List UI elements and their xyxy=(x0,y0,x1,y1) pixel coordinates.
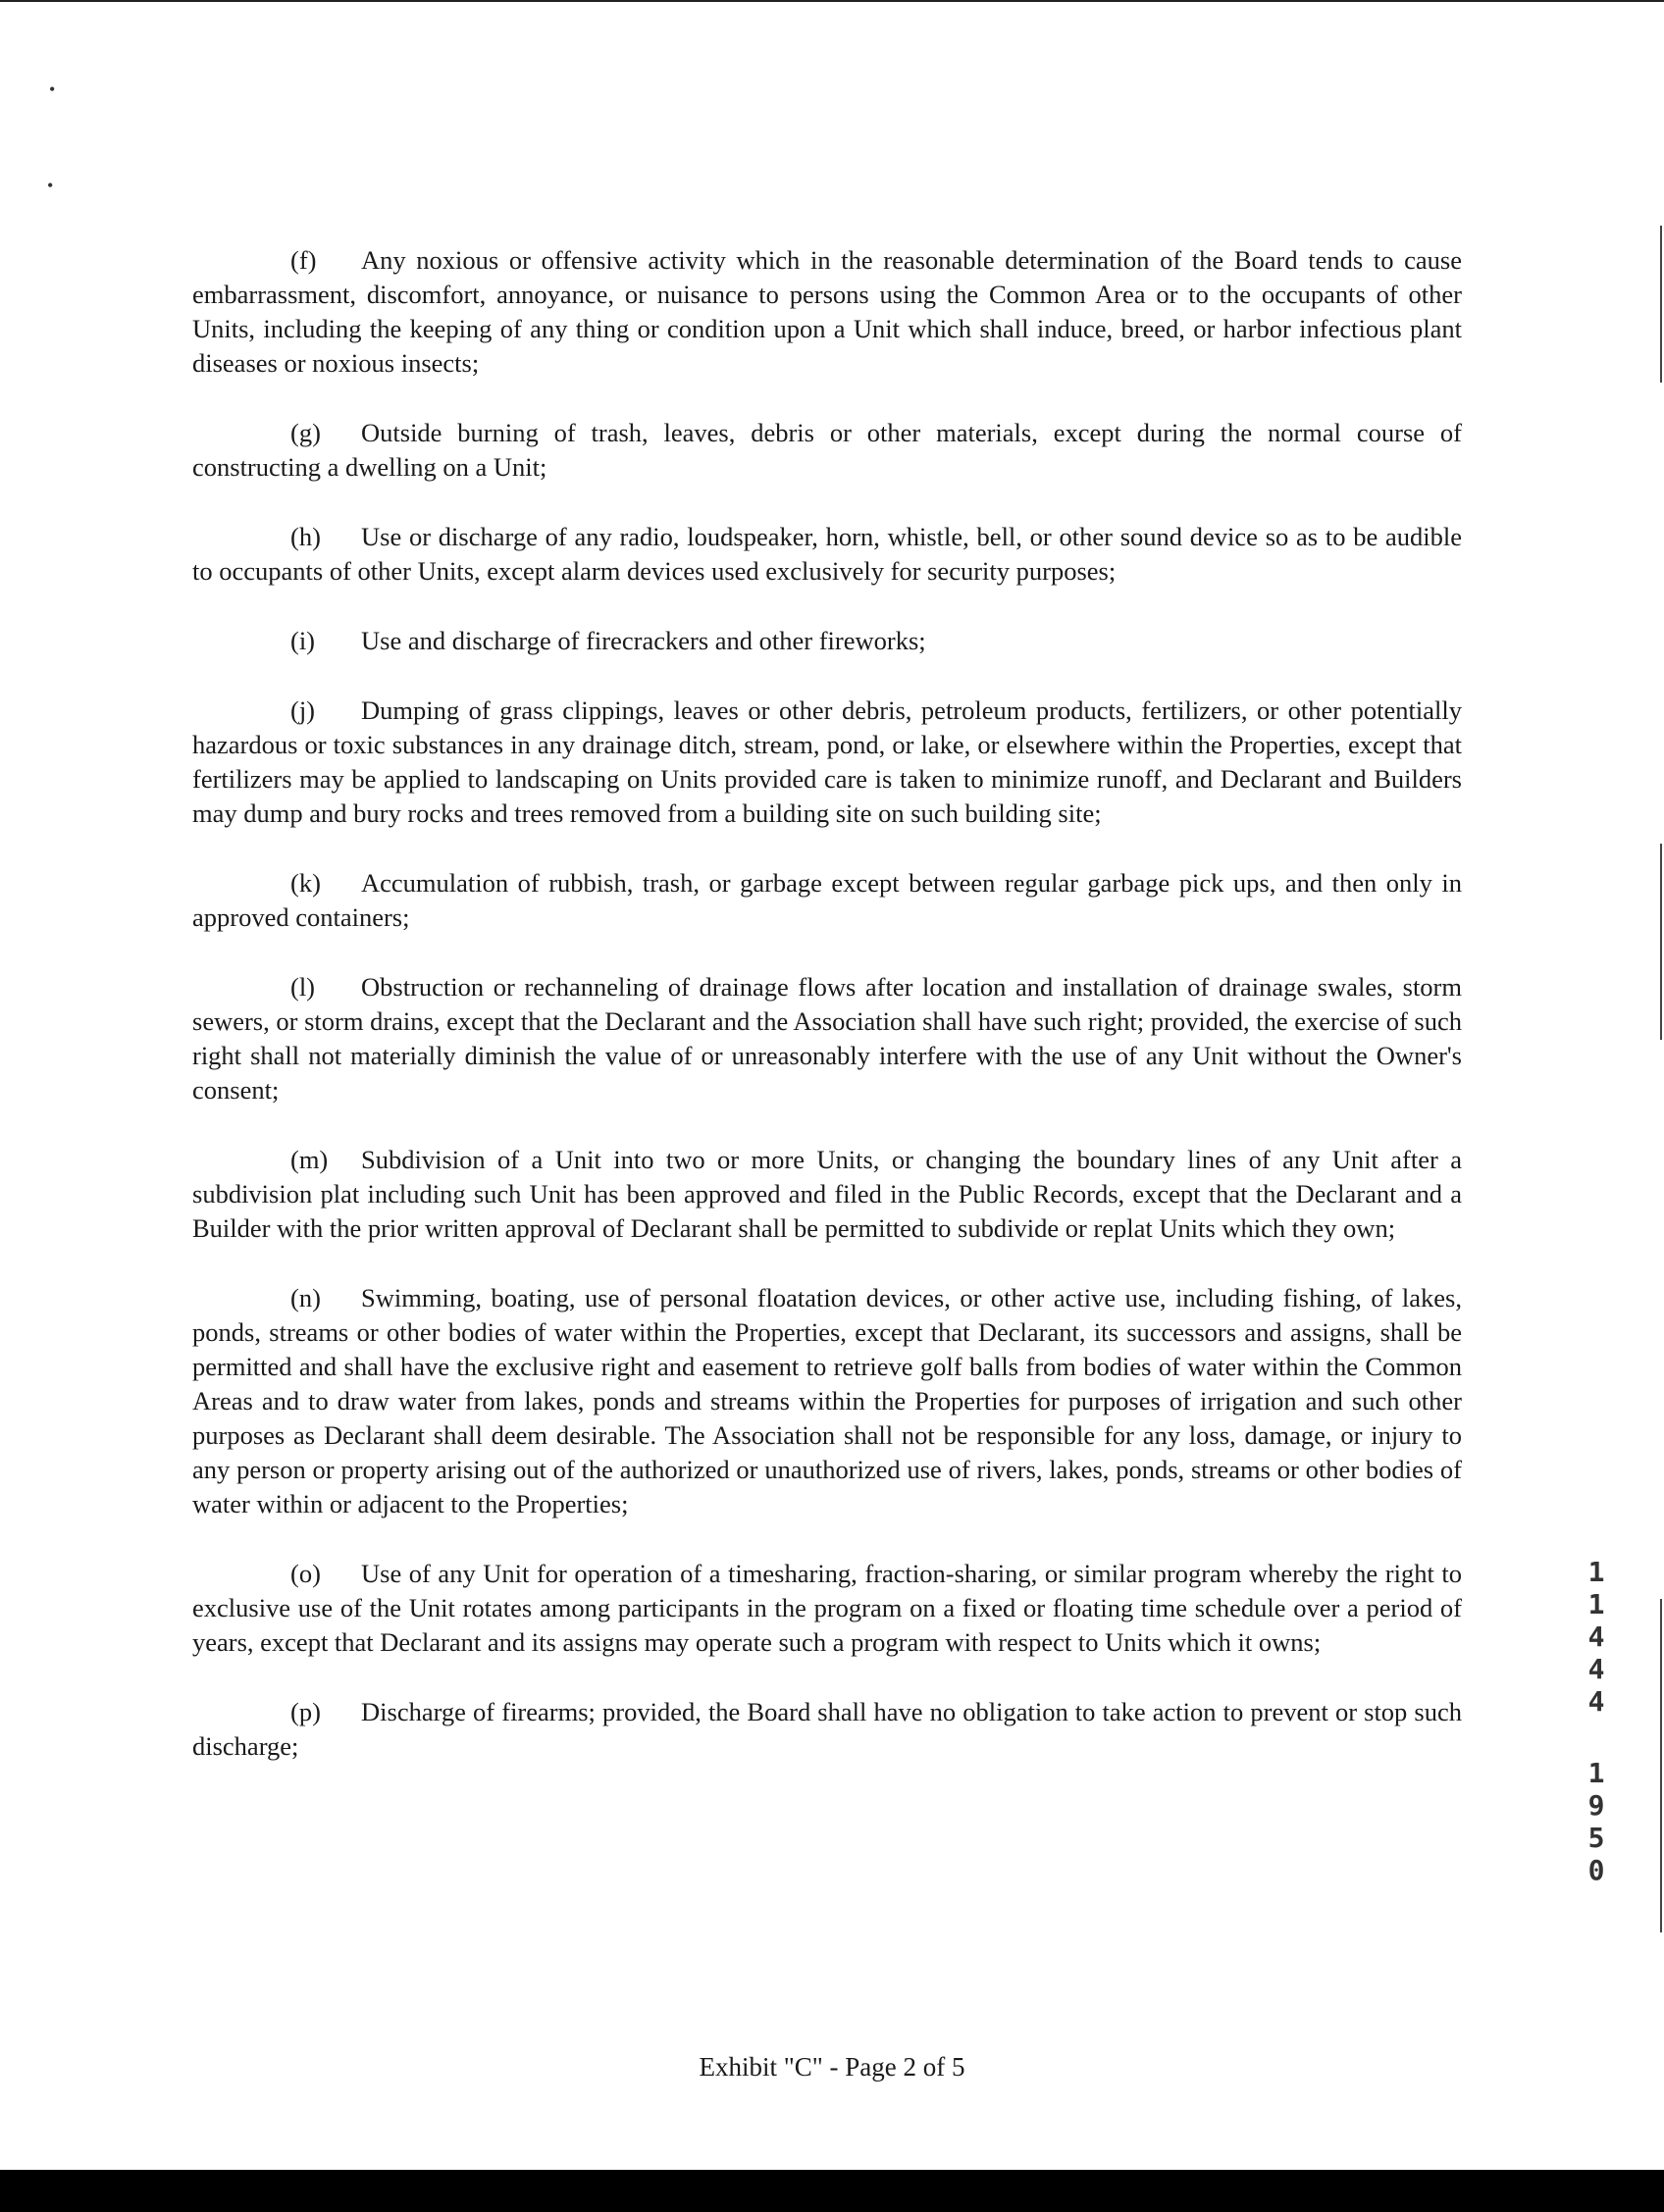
clause-text: Dumping of grass clippings, leaves or other debris, petroleum products, fertilizers, or other potentially hazardous or toxic substances in any drainage ditch, stream, pond, or lake, or elsewhere within the Properties, except that fertilizers may be applied to landscaping on Units provided care is taken to minimize runoff, and Declarant and Builders may dump and bury rocks and trees removed from a building site on such building site; xyxy=(192,695,1462,828)
clause-text: Accumulation of rubbish, trash, or garbage except between regular garbage pick ups, and then only in approved containers; xyxy=(192,868,1462,932)
clause-letter: (f) xyxy=(290,245,317,275)
clause-letter: (g) xyxy=(290,418,321,447)
clause-letter: (n) xyxy=(290,1283,321,1312)
clause-f xyxy=(192,243,1462,381)
recording-stamp xyxy=(1582,1556,1611,1886)
clause-text: Obstruction or rechanneling of drainage flows after location and installation of drainage swales, storm sewers, or storm drains, except that the Declarant and the Association shall have such right; provided, the exercise of such right shall not materially diminish the value of or unreasonably interfere with the use of any Unit without the Owner's consent; xyxy=(192,972,1462,1105)
clause-letter: (k) xyxy=(290,868,321,898)
clause-m xyxy=(192,1143,1462,1246)
clause-text: Use or discharge of any radio, loudspeaker, horn, whistle, bell, or other sound device so as to be audible to occupants of other Units, except alarm devices used exclusively for security purposes; xyxy=(192,522,1462,586)
clause-letter: (p) xyxy=(290,1697,321,1726)
stamp-digit: 1 xyxy=(1587,1588,1605,1620)
document-body xyxy=(192,243,1462,1799)
stamp-digit: 4 xyxy=(1587,1620,1605,1653)
stamp-digit: 1 xyxy=(1587,1556,1605,1588)
stamp-digit: 1 xyxy=(1587,1757,1605,1789)
clause-j xyxy=(192,694,1462,831)
scan-edge-line xyxy=(1660,844,1662,1040)
clause-letter: (j) xyxy=(290,695,316,725)
clause-letter: (o) xyxy=(290,1559,321,1588)
page-footer: Exhibit "C" - Page 2 of 5 xyxy=(699,2052,965,2082)
stamp-digit: 4 xyxy=(1587,1685,1605,1718)
scan-speck: • xyxy=(49,79,56,99)
top-edge-rule xyxy=(0,0,1664,2)
clause-l xyxy=(192,970,1462,1107)
clause-letter: (i) xyxy=(290,626,316,655)
stamp-digit: 9 xyxy=(1587,1789,1605,1822)
scan-speck: • xyxy=(47,176,54,195)
scan-edge-line xyxy=(1660,226,1662,383)
clause-text: Discharge of firearms; provided, the Board shall have no obligation to take action to prevent or stop such discharge; xyxy=(192,1697,1462,1761)
clause-text: Any noxious or offensive activity which in the reasonable determination of the Board tends to cause embarrassment, discomfort, annoyance, or nuisance to persons using the Common Area or to the occupants of other Units, including the keeping of any thing or condition upon a Unit which shall induce, breed, or harbor infectious plant diseases or noxious insects; xyxy=(192,245,1462,378)
clause-k xyxy=(192,866,1462,935)
clause-g xyxy=(192,416,1462,485)
clause-text: Use and discharge of firecrackers and other fireworks; xyxy=(361,626,926,655)
clause-letter: (m) xyxy=(290,1145,329,1174)
clause-text: Swimming, boating, use of personal floatation devices, or other active use, including fishing, of lakes, ponds, streams or other bodies of water within the Properties, except that Declarant, its successors and assigns, shall be permitted and shall have the exclusive right and easement to retrieve golf balls from bodies of water within the Common Areas and to draw water from lakes, ponds and streams within the Properties for purposes of irrigation and such other purposes as Declarant shall deem desirable. The Association shall not be responsible for any loss, damage, or injury to any person or property arising out of the authorized or unauthorized use of rivers, lakes, ponds, streams or other bodies of water within or adjacent to the Properties; xyxy=(192,1283,1462,1518)
scan-bottom-border xyxy=(0,2170,1664,2212)
clause-o xyxy=(192,1557,1462,1660)
clause-i xyxy=(192,624,1462,658)
stamp-digit: 0 xyxy=(1587,1854,1605,1886)
scan-edge-line xyxy=(1660,1599,1662,1932)
clause-letter: (l) xyxy=(290,972,316,1002)
stamp-digit: 5 xyxy=(1587,1822,1605,1854)
clause-letter: (h) xyxy=(290,522,321,551)
clause-n xyxy=(192,1281,1462,1521)
clause-p xyxy=(192,1695,1462,1764)
clause-h xyxy=(192,520,1462,589)
clause-text: Outside burning of trash, leaves, debris or other materials, except during the normal course of constructing a dwelling on a Unit; xyxy=(192,418,1462,482)
clause-text: Subdivision of a Unit into two or more Units, or changing the boundary lines of any Unit after a subdivision plat including such Unit has been approved and filed in the Public Records, except that the Declarant and a Builder with the prior written approval of Declarant shall be permitted to subdivide or replat Units which they own; xyxy=(192,1145,1462,1243)
clause-text: Use of any Unit for operation of a timesharing, fraction-sharing, or similar program whereby the right to exclusive use of the Unit rotates among participants in the program on a fixed or floating time schedule over a period of years, except that Declarant and its assigns may operate such a program with respect to Units which it owns; xyxy=(192,1559,1462,1657)
stamp-digit: 4 xyxy=(1587,1653,1605,1685)
